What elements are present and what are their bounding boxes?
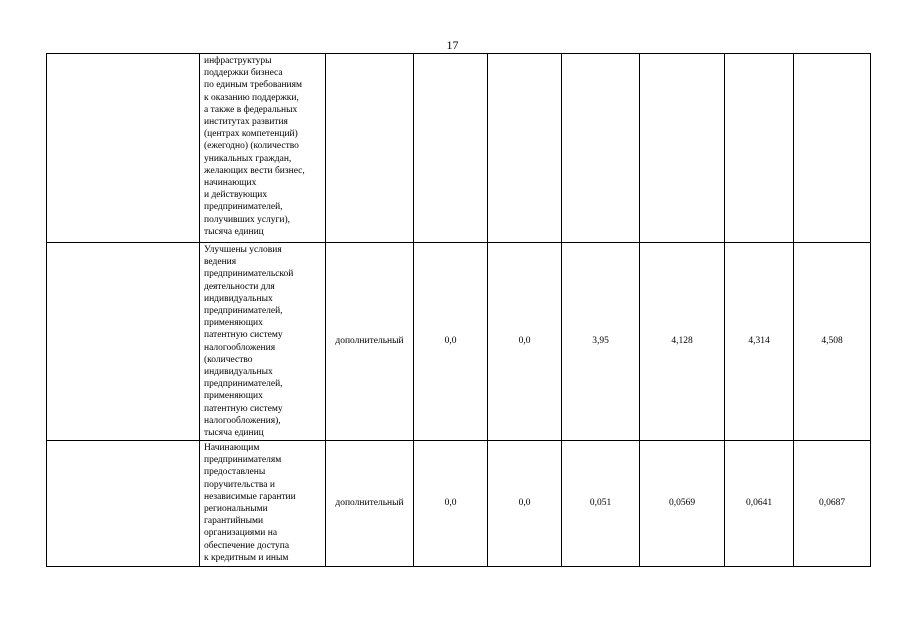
indicator-type: дополнительный [326, 441, 414, 567]
description-line: налогообложения [204, 342, 276, 353]
page-number: 17 [446, 38, 459, 52]
description-line: (центрах компетенций) [204, 129, 298, 140]
description-line: тысяча единиц [204, 226, 264, 237]
empty-cell [47, 441, 200, 567]
value-cell: 3,95 [562, 243, 640, 441]
description-line: обеспечение доступа [204, 540, 290, 551]
indicator-description [200, 441, 326, 567]
description-line: поручительства и [204, 479, 275, 490]
description-line: Улучшены условия [204, 245, 282, 255]
description-line: патентную систему [204, 330, 283, 341]
description-line: налогообложения), [204, 415, 281, 426]
table-row [47, 243, 871, 441]
description-line: независимые гарантии [204, 491, 296, 502]
description-line: организациями на [204, 528, 278, 539]
description-line: индивидуальных [204, 293, 273, 304]
indicator-type: дополнительный [326, 243, 414, 441]
description-line: применяющих [204, 318, 263, 329]
description-line: начинающих [204, 178, 257, 189]
indicator-type [326, 54, 414, 243]
value-cell [794, 54, 871, 243]
description-line: а также в федеральных [204, 104, 298, 115]
value-cell [488, 54, 562, 243]
table-body [47, 54, 871, 567]
value-cell: 4,508 [794, 243, 871, 441]
description-line: ведения [204, 257, 237, 268]
value-cell: 0,0569 [640, 441, 725, 567]
description-line: предпринимательской [204, 269, 294, 280]
description-line: региональными [204, 504, 268, 515]
empty-cell [47, 243, 200, 441]
value-cell: 0,0 [414, 243, 488, 441]
value-cell: 0,051 [562, 441, 640, 567]
value-cell [414, 54, 488, 243]
value-cell [562, 54, 640, 243]
description-line: получивших услуги), [204, 214, 291, 225]
value-cell: 4,314 [725, 243, 794, 441]
description-line: применяющих [204, 391, 263, 402]
table-row [47, 54, 871, 243]
description-line: индивидуальных [204, 367, 273, 378]
value-cell: 0,0641 [725, 441, 794, 567]
value-cell: 4,128 [640, 243, 725, 441]
description-line: предпринимателям [204, 455, 282, 466]
description-line: к кредитным и иным [204, 552, 289, 563]
description-line: (ежегодно) (количество [204, 141, 299, 152]
description-line: гарантийными [204, 516, 264, 527]
description-line: предпринимателей, [204, 379, 283, 390]
description-line: Начинающим [204, 443, 260, 453]
value-cell: 0,0687 [794, 441, 871, 567]
description-line: деятельности для [204, 281, 275, 292]
indicator-table [46, 53, 871, 567]
description-line: по единым требованиям [204, 80, 303, 91]
indicator-description [200, 243, 326, 441]
description-line: инфраструктуры [204, 56, 272, 66]
empty-cell [47, 54, 200, 243]
description-line: поддержки бизнеса [204, 68, 283, 79]
indicator-description [200, 54, 326, 243]
description-line: предпринимателей, [204, 306, 283, 317]
description-line: тысяча единиц [204, 428, 264, 439]
table-row [47, 441, 871, 567]
description-line: уникальных граждан, [204, 153, 292, 164]
description-line: к оказанию поддержки, [204, 92, 299, 103]
description-line: (количество [204, 354, 253, 365]
description-line: институтах развития [204, 117, 288, 128]
value-cell: 0,0 [488, 243, 562, 441]
description-line: и действующих [204, 190, 268, 201]
value-cell: 0,0 [414, 441, 488, 567]
value-cell: 0,0 [488, 441, 562, 567]
description-line: предпринимателей, [204, 202, 283, 213]
description-line: патентную систему [204, 403, 283, 414]
description-line: предоставлены [204, 467, 266, 478]
value-cell [640, 54, 725, 243]
description-line: желающих вести бизнес, [204, 165, 305, 176]
value-cell [725, 54, 794, 243]
